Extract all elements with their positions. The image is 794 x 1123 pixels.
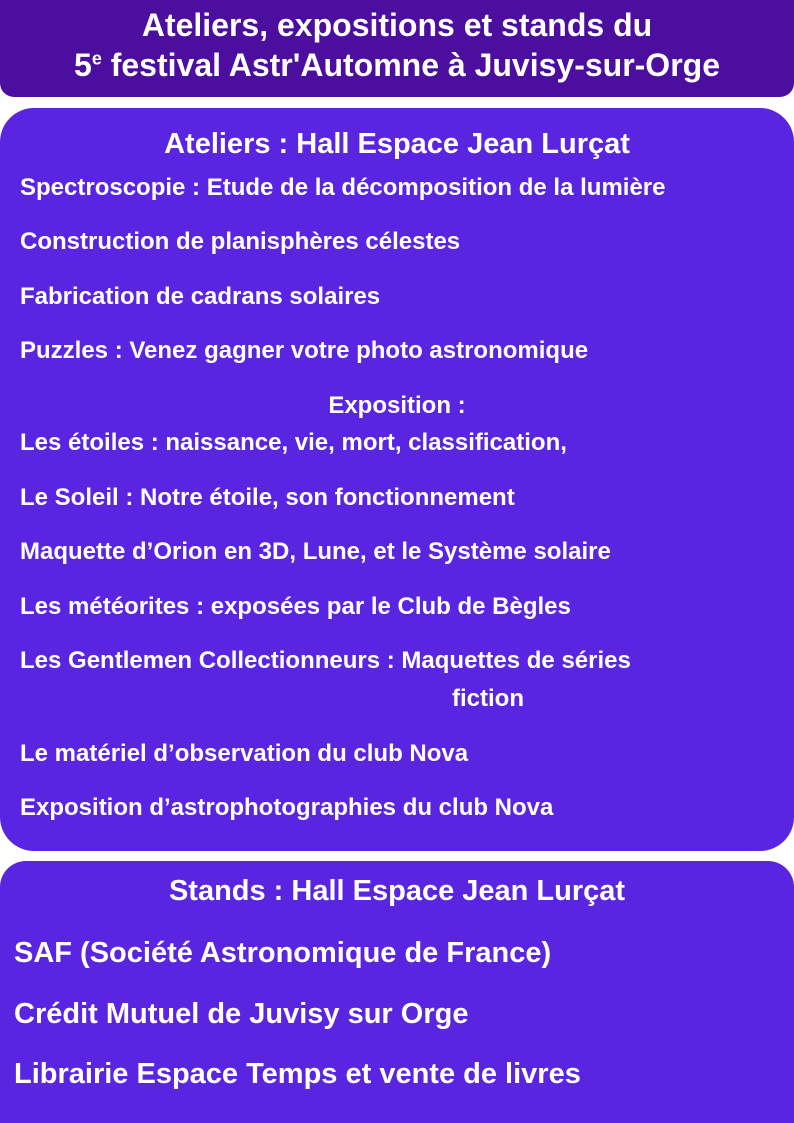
title-line-2: [0, 45, 794, 85]
title-line-1: Ateliers, expositions et stands du: [141, 7, 653, 43]
exposition-item: Le matériel d’observation du club Nova: [20, 740, 469, 767]
atelier-item: Puzzles : Venez gagner votre photo astronomique: [20, 337, 589, 364]
title-banner: [0, 0, 794, 97]
exposition-item: Les étoiles : naissance, vie, mort, classification,: [20, 429, 567, 456]
atelier-item: Spectroscopie : Etude de la décomposition de la lumière: [20, 174, 666, 201]
stand-item: SAF (Société Astronomique de France): [14, 937, 552, 969]
ordinal-suffix: e: [91, 48, 102, 69]
exposition-item: Les météorites : exposées par le Club de Bègles: [20, 593, 571, 620]
exposition-heading: Exposition :: [328, 392, 466, 419]
stands-panel: [0, 861, 794, 1123]
exposition-item: Maquette d’Orion en 3D, Lune, et le Système solaire: [20, 538, 611, 565]
stand-item: Crédit Mutuel de Juvisy sur Orge: [14, 998, 469, 1030]
exposition-item-continued: fiction: [452, 685, 524, 712]
stands-heading: Stands : Hall Espace Jean Lurçat: [168, 875, 626, 907]
stand-item: Librairie Espace Temps et vente de livres: [14, 1058, 581, 1090]
title-line-2-rest: festival Astr'Automne à Juvisy-sur-Orge: [101, 47, 720, 83]
atelier-item: Fabrication de cadrans solaires: [20, 283, 381, 310]
festival-number: 5: [74, 47, 92, 83]
ateliers-panel: [0, 108, 794, 851]
ateliers-heading: Ateliers : Hall Espace Jean Lurçat: [164, 128, 630, 160]
exposition-item: Le Soleil : Notre étoile, son fonctionnement: [20, 484, 515, 511]
exposition-item: Exposition d’astrophotographies du club Nova: [20, 794, 554, 821]
atelier-item: Construction de planisphères célestes: [20, 228, 461, 255]
exposition-item: Les Gentlemen Collectionneurs : Maquettes de séries: [20, 647, 631, 674]
